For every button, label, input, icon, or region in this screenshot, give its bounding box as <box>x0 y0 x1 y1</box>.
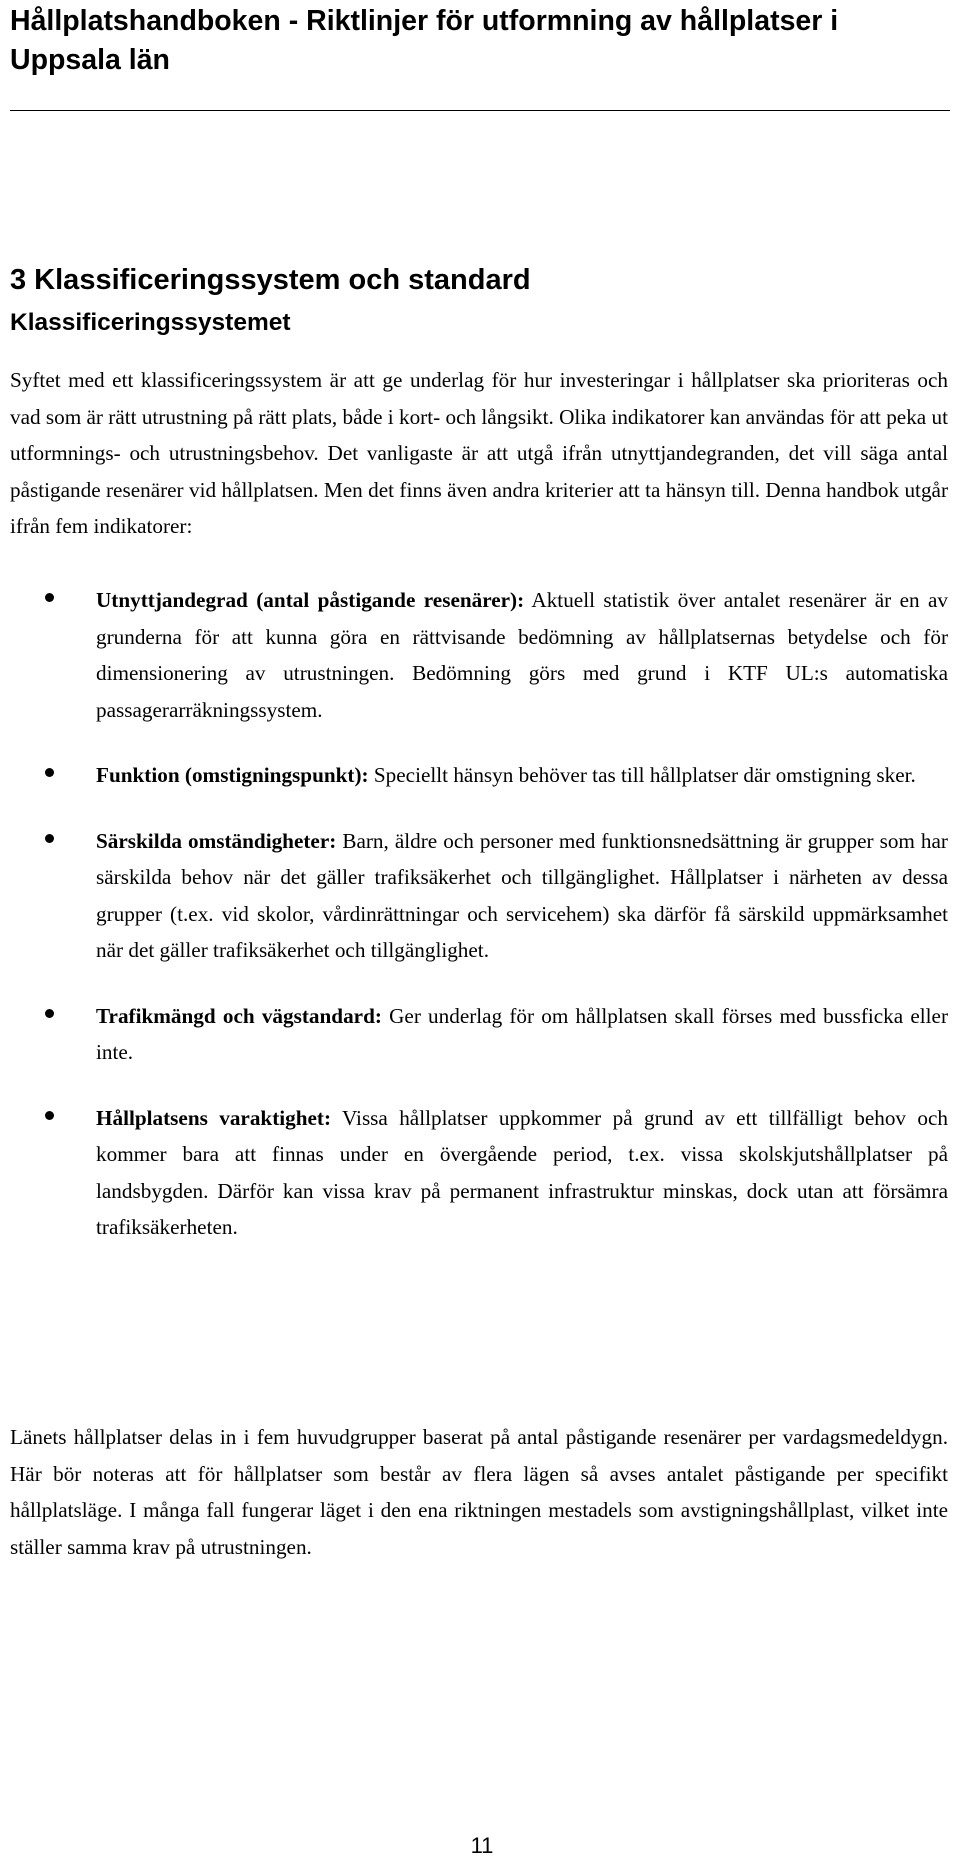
indicator-description: Speciellt hänsyn behöver tas till hållplatser där omstigning sker. <box>368 763 916 787</box>
bullet-icon <box>45 834 54 843</box>
list-item <box>0 1100 960 1246</box>
indicator-term: Trafikmängd och vägstandard: <box>96 1003 382 1028</box>
page-number: 11 <box>470 1833 494 1858</box>
indicator-description: Barn, äldre och personer med funktionsnedsättning är grupper som har särskilda behov när det gäller trafiksäkerhet och tillgänglighet. Hållplatser i närheten av dessa grupper (t.ex. vid skolor, vårdinrättningar och servicehem) ska därför få särskild uppmärksamhet när det gäller trafiksäkerhet och tillgänglighet. <box>96 828 948 962</box>
list-item <box>0 823 960 969</box>
indicator-text <box>96 998 948 1071</box>
list-item <box>0 582 960 728</box>
indicator-term: Funktion (omstigningspunkt): <box>96 763 369 787</box>
bullet-icon <box>45 593 54 602</box>
indicator-term: Utnyttjandegrad (antal påstigande resenärer): <box>96 588 525 612</box>
running-header: Hållplatshandboken - Riktlinjer för utformning av hållplatser i Uppsala län <box>10 5 839 76</box>
indicator-list <box>0 582 960 1275</box>
indicator-text <box>96 823 948 969</box>
closing-paragraph: Länets hållplatser delas in i fem huvudgrupper baserat på antal påstigande resenärer per vardagsmedeldygn. Här bör noteras att för hållplatser som består av flera lägen så avses antalet påstigande per specifikt hållplatsläge. I många fall fungerar läget i den ena riktningen mestadels som avstigningshållplast, vilket inte ställer samma krav på utrustningen. <box>10 1425 948 1559</box>
intro-paragraph: Syftet med ett klassificeringssystem är att ge underlag för hur investeringar i hållplatser ska prioriteras och vad som är rätt utrustning på rätt plats, både i kort- och långsikt. Olika indikatorer kan användas för att peka ut utformnings- och utrustningsbehov. Det vanligaste är att utgå ifrån utnyttjandegranden, det vill säga antal påstigande resenärer vid hållplatsen. Men det finns även andra kriterier att ta hänsyn till. Denna handbok utgår ifrån fem indikatorer: <box>10 368 948 538</box>
chapter-title: 3 Klassificeringssystem och standard <box>10 264 531 296</box>
indicator-term: Särskilda omständigheter: <box>96 828 337 853</box>
list-item <box>0 757 960 794</box>
section-title: Klassificeringssystemet <box>10 309 291 336</box>
indicator-text <box>96 582 948 728</box>
indicator-description: Ger underlag för om hållplatsen skall förses med bussficka eller inte. <box>96 1003 948 1064</box>
bullet-icon <box>45 1111 54 1120</box>
indicator-description: Aktuell statistik över antalet resenärer är en av grunderna för att kunna göra en rättvisande bedömning av hållplatsernas betydelse och för dimensionering av utrustningen. Bedömning görs med grund i KTF UL:s automatiska passagerarräkningssystem. <box>96 588 948 722</box>
header-divider <box>10 110 950 111</box>
bullet-icon <box>45 1009 54 1018</box>
indicator-text <box>96 1100 948 1246</box>
indicator-description: Vissa hållplatser uppkommer på grund av ett tillfälligt behov och kommer bara att finnas under en övergående period, t.ex. vissa skolskjutshållplatser på landsbygden. Därför kan vissa krav på permanent infrastruktur minskas, dock utan att försämra trafiksäkerheten. <box>96 1105 948 1239</box>
indicator-text <box>96 757 948 794</box>
indicator-term: Hållplatsens varaktighet: <box>96 1105 332 1130</box>
list-item <box>0 998 960 1071</box>
bullet-icon <box>45 768 54 777</box>
